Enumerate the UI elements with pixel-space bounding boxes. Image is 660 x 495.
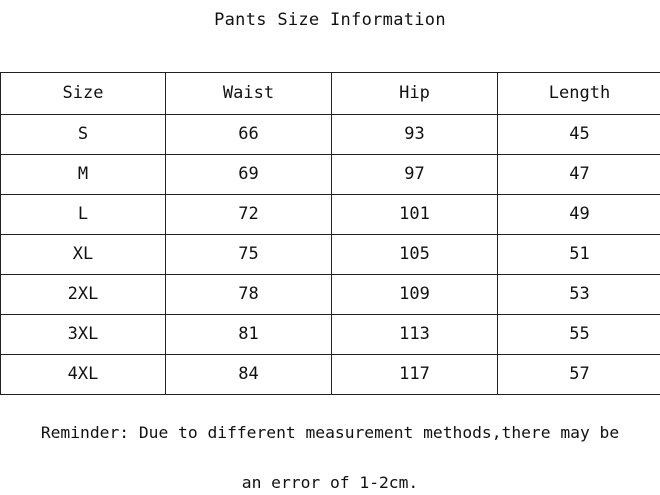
- cell-hip: 93: [332, 115, 498, 155]
- cell-hip: 101: [332, 195, 498, 235]
- table-row: [1, 235, 660, 275]
- cell-length: 49: [498, 195, 660, 235]
- cell-size: XL: [1, 235, 166, 275]
- cell-waist: 75: [166, 235, 332, 275]
- cell-length: 55: [498, 315, 660, 355]
- cell-size: 4XL: [1, 355, 166, 395]
- cell-size: S: [1, 115, 166, 155]
- table-row: [1, 315, 660, 355]
- page-title: Pants Size Information: [0, 8, 660, 32]
- cell-length: 53: [498, 275, 660, 315]
- cell-length: 45: [498, 115, 660, 155]
- cell-size: 2XL: [1, 275, 166, 315]
- cell-waist: 66: [166, 115, 332, 155]
- cell-hip: 117: [332, 355, 498, 395]
- header-waist: Waist: [166, 73, 332, 115]
- table-row: [1, 355, 660, 395]
- table-row: [1, 275, 660, 315]
- table-row: [1, 115, 660, 155]
- reminder-line-2: an error of 1-2cm.: [242, 473, 418, 492]
- cell-length: 57: [498, 355, 660, 395]
- reminder-note: [0, 395, 660, 495]
- cell-hip: 109: [332, 275, 498, 315]
- reminder-line-1: Reminder: Due to different measurement methods,there may be: [41, 423, 619, 442]
- header-size: Size: [1, 73, 166, 115]
- cell-waist: 78: [166, 275, 332, 315]
- cell-length: 47: [498, 155, 660, 195]
- cell-waist: 84: [166, 355, 332, 395]
- cell-size: M: [1, 155, 166, 195]
- cell-hip: 97: [332, 155, 498, 195]
- cell-hip: 105: [332, 235, 498, 275]
- cell-waist: 81: [166, 315, 332, 355]
- cell-waist: 72: [166, 195, 332, 235]
- header-hip: Hip: [332, 73, 498, 115]
- cell-size: L: [1, 195, 166, 235]
- cell-hip: 113: [332, 315, 498, 355]
- header-length: Length: [498, 73, 660, 115]
- cell-waist: 69: [166, 155, 332, 195]
- cell-length: 51: [498, 235, 660, 275]
- table-row: [1, 155, 660, 195]
- size-table: [0, 72, 660, 395]
- cell-size: 3XL: [1, 315, 166, 355]
- table-row: [1, 195, 660, 235]
- table-header-row: [1, 73, 660, 115]
